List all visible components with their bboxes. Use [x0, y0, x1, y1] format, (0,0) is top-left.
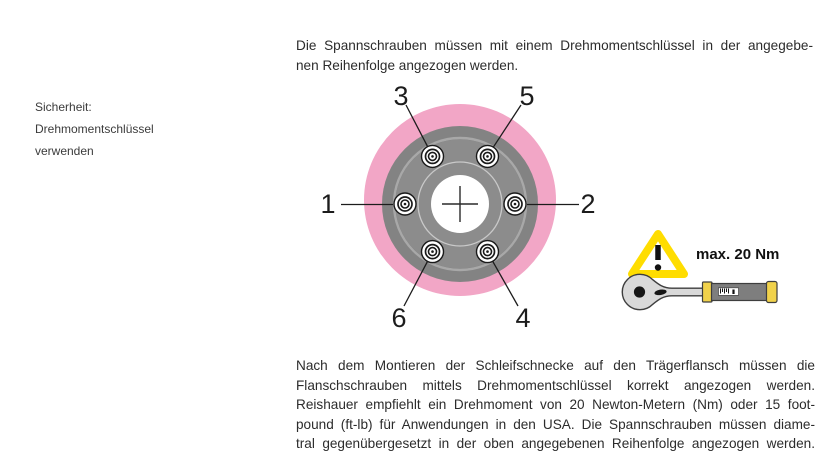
screw-number-bottom-left: 6	[391, 303, 407, 333]
clamping-screw-3	[422, 145, 444, 167]
torque-warning-block	[620, 225, 815, 317]
margin-note-line-1: Sicherheit:	[35, 100, 92, 114]
clamping-screw-4	[477, 241, 499, 263]
wrench-drive	[634, 286, 645, 297]
body-line-1: Nach dem Montieren der Schleifschnecke auf den Trägerflansch müssen die	[296, 358, 815, 373]
screw-number-right: 2	[580, 189, 596, 219]
body-line-2: Flanschschrauben mittels Drehmomentschlüssel korrekt angezogen werden.	[296, 377, 815, 393]
torque-wrench-icon	[622, 274, 777, 309]
intro-line-2: nen Reihenfolge angezogen werden.	[296, 58, 519, 73]
clamping-screw-1	[394, 193, 416, 215]
warning-triangle-icon	[632, 234, 684, 274]
intro-paragraph	[296, 36, 813, 76]
clamping-screw-6	[422, 241, 444, 263]
body-paragraph	[296, 356, 815, 454]
margin-note-line-3: verwenden	[35, 144, 94, 158]
screw-number-left: 1	[320, 189, 336, 219]
body-line-5: tral gegenübergesetzt in der oben angegebenen Reihenfolge angezogen werden.	[296, 436, 815, 452]
screw-number-top-right: 5	[519, 81, 535, 111]
wrench-band-right	[767, 282, 778, 303]
margin-note	[35, 96, 245, 162]
intro-line-1: Die Spannschrauben müssen mit einem Drehmomentschlüssel in der angegebe-	[296, 38, 813, 53]
clamping-screw-5	[477, 145, 499, 167]
body-line-3: Reishauer empfiehlt ein Drehmoment von 20 Newton-Metern (Nm) oder 15 foot-	[296, 397, 815, 413]
clamping-screw-2	[504, 193, 526, 215]
max-torque-label: max. 20 Nm	[696, 246, 780, 263]
wrench-band-left	[703, 282, 713, 302]
flange-diagram	[300, 80, 620, 335]
screw-number-top-left: 3	[393, 81, 409, 111]
screw-number-bottom-right: 4	[515, 303, 531, 333]
body-line-4: pound (ft-lb) für Anwendungen in den USA. Die Spannschrauben müssen diame-	[296, 416, 815, 432]
margin-note-line-2: Drehmomentschlüssel	[35, 122, 154, 136]
